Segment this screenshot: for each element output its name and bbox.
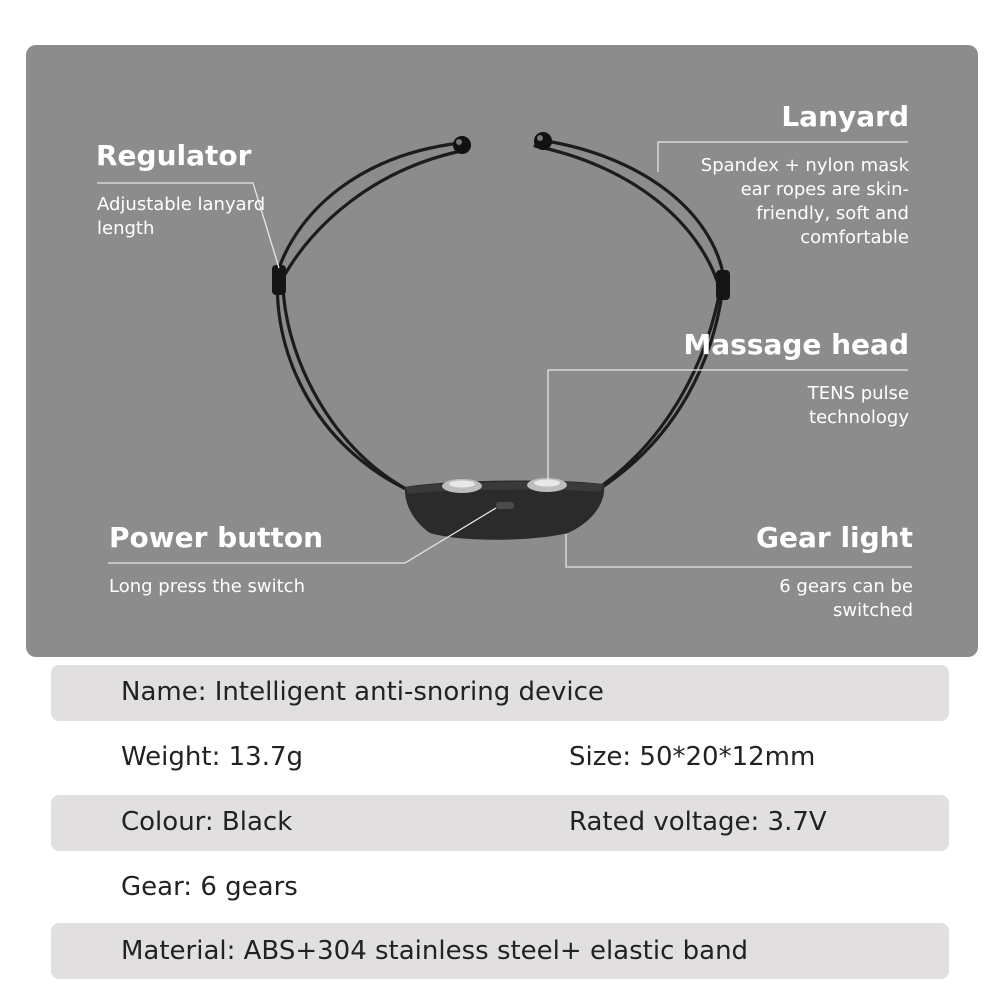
spec-name: Name: Intelligent anti-snoring device bbox=[121, 677, 604, 707]
spec-weight: Weight: 13.7g bbox=[121, 742, 303, 772]
spec-material: Material: ABS+304 stainless steel+ elastic band bbox=[121, 936, 749, 966]
regulator-desc: Adjustable lanyard length bbox=[97, 194, 266, 239]
lanyard-title: Lanyard bbox=[781, 100, 909, 133]
power-button bbox=[496, 502, 514, 509]
power-button-title: Power button bbox=[109, 521, 324, 554]
ear-tip-left bbox=[453, 136, 471, 154]
massage-head-desc: TENS pulse technology bbox=[807, 383, 909, 428]
power-button-desc: Long press the switch bbox=[109, 576, 305, 597]
spec-voltage: Rated voltage: 3.7V bbox=[569, 807, 827, 837]
regulator-title: Regulator bbox=[96, 139, 252, 172]
lanyard-desc: Spandex + nylon mask ear ropes are skin-friendly, soft and comfortable bbox=[700, 155, 909, 248]
gear-light-title: Gear light bbox=[756, 521, 913, 554]
regulator-slider-left bbox=[272, 265, 286, 295]
massage-head-title: Massage head bbox=[683, 328, 909, 361]
lanyard-cord bbox=[278, 140, 724, 496]
spec-size: Size: 50*20*12mm bbox=[569, 742, 816, 772]
spec-gear: Gear: 6 gears bbox=[121, 872, 298, 902]
regulator-slider-right bbox=[716, 270, 730, 300]
gear-light-desc: 6 gears can be switched bbox=[779, 576, 913, 621]
ear-tip-right bbox=[534, 132, 552, 150]
spec-colour: Colour: Black bbox=[121, 807, 293, 837]
